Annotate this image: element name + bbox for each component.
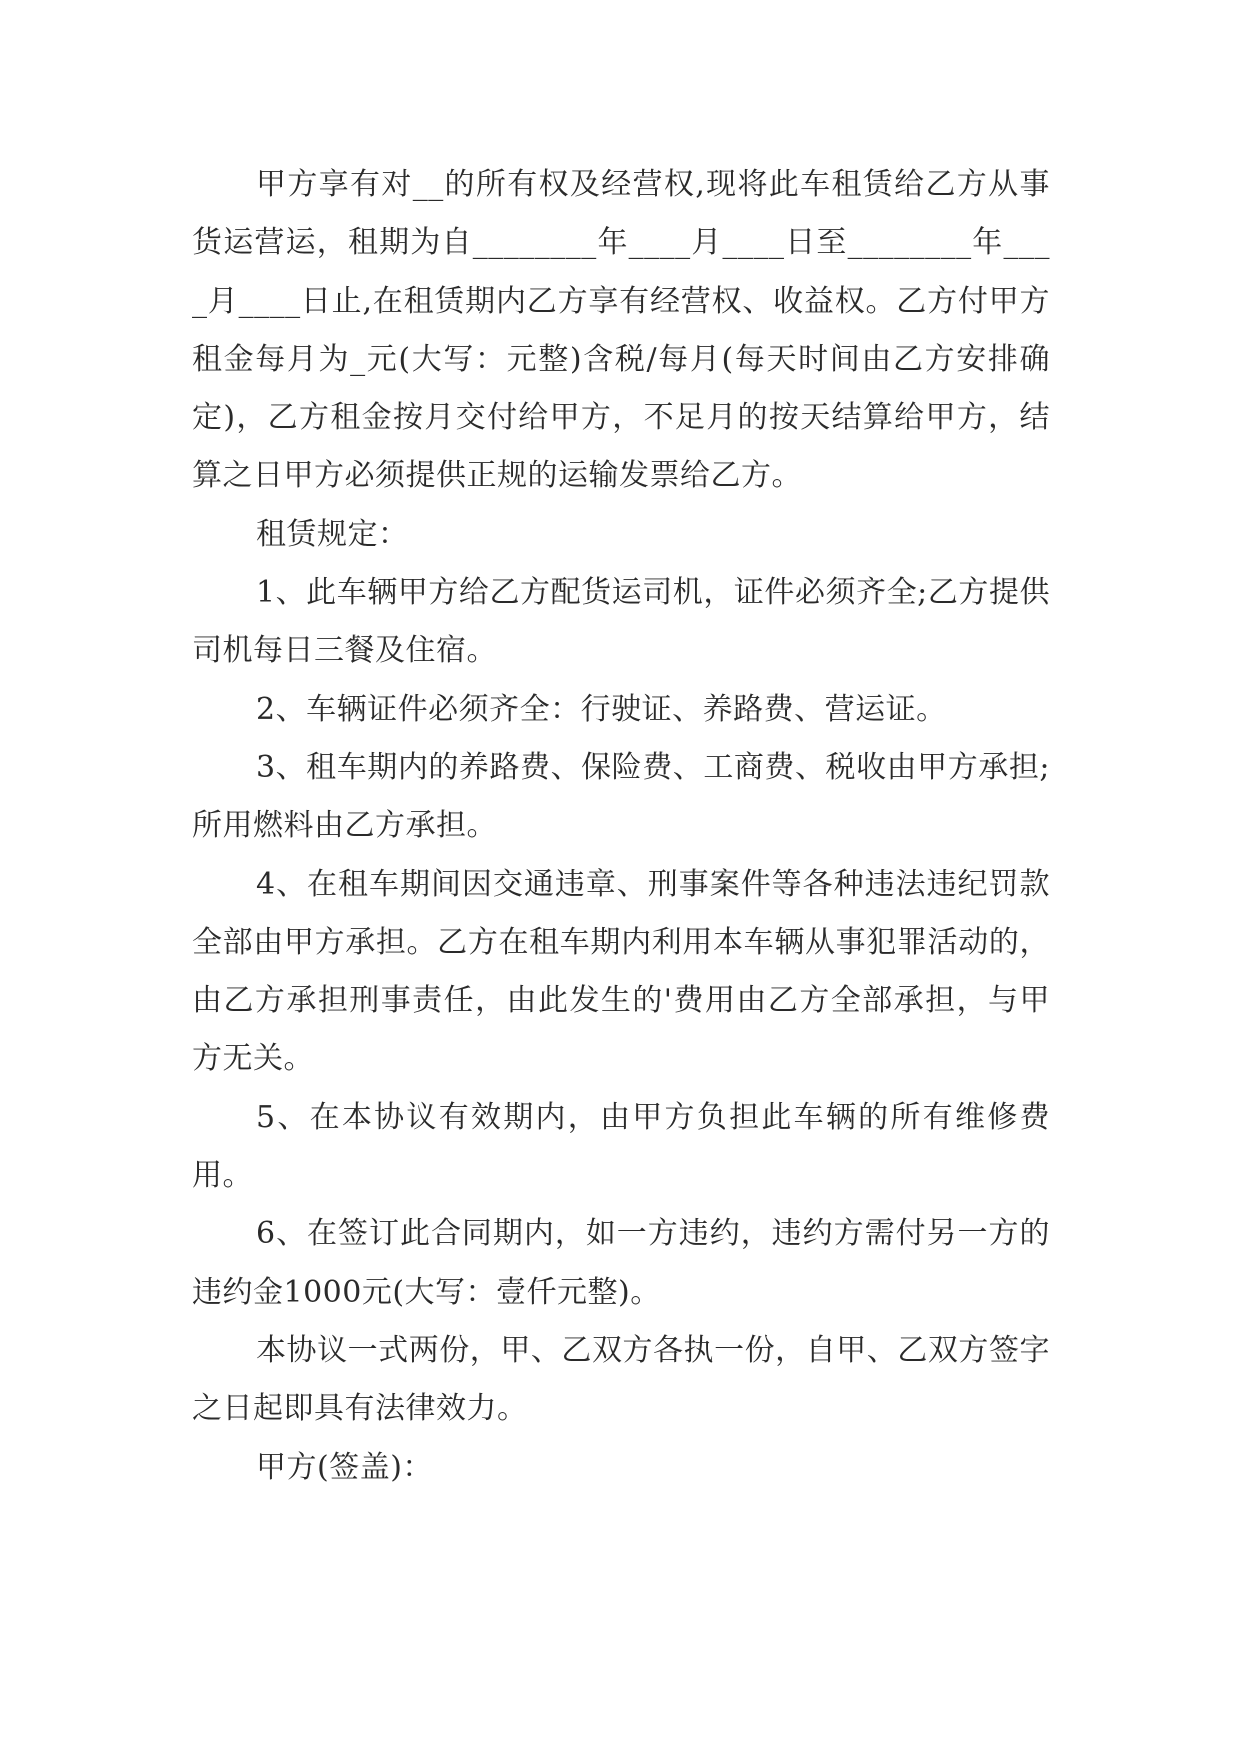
paragraph-lease-terms: 甲方享有对__的所有权及经营权,现将此车租赁给乙方从事货运营运，租期为自________年____月____日至________年____月____日止,在租赁期内乙方享有经营权、收益权。乙方付甲方租金每月为_元(大写：元整)含税/每月(每天时间由乙方安排确定)，乙方租金按月交付给甲方，不足月的按天结算给甲方，结算之日甲方必须提供正规的运输发票给乙方。 [192,167,1050,494]
paragraph-rule-2: 2、车辆证件必须齐全：行驶证、养路费、营运证。 [256,691,947,727]
document-body [192,156,1050,1497]
paragraph-rules-heading: 租赁规定： [256,516,409,552]
paragraph-rule-6: 6、在签订此合同期内，如一方违约，违约方需付另一方的违约金1000元(大写：壹仟元整)。 [192,1216,1050,1310]
paragraph-validity: 本协议一式两份，甲、乙双方各执一份，自甲、乙双方签字之日起即具有法律效力。 [192,1332,1050,1427]
paragraph-rule-5: 5、在本协议有效期内，由甲方负担此车辆的所有维修费用。 [192,1099,1050,1194]
paragraph-rule-1: 1、此车辆甲方给乙方配货运司机，证件必须齐全;乙方提供司机每日三餐及住宿。 [192,575,1050,669]
paragraph-rule-4: 4、在租车期间因交通违章、刑事案件等各种违法违纪罚款全部由甲方承担。乙方在租车期内利用本车辆从事犯罪活动的，由乙方承担刑事责任，由此发生的'费用由乙方全部承担，与甲方无关。 [192,866,1050,1077]
paragraph-rule-3: 3、租车期内的养路费、保险费、工商费、税收由甲方承担;所用燃料由乙方承担。 [192,749,1050,844]
paragraph-party-a-signature: 甲方(签盖)： [256,1449,433,1485]
